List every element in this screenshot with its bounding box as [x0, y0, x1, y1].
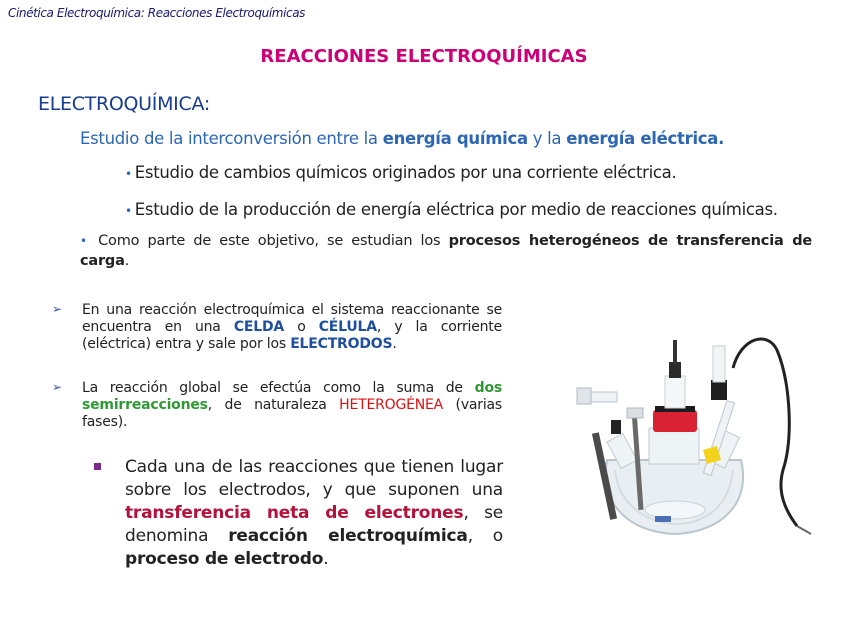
point-semirreacciones	[82, 380, 502, 431]
slide-title: REACCIONES ELECTROQUÍMICAS	[260, 46, 588, 67]
point-text: En una reacción electroquímica el sistema reaccionante se encuentra en una	[82, 302, 502, 335]
point-text: , se denomina	[125, 503, 503, 546]
keyword-transfer: transferencia neta de electrones	[125, 503, 464, 523]
keyword-celda: CELDA	[233, 319, 285, 335]
bullet-text: Estudio de cambios químicos originados por una corriente eléctrica.	[134, 163, 677, 182]
bullet-item	[125, 163, 676, 182]
bullet-text: Estudio de la producción de energía eléctrica por medio de reacciones químicas.	[134, 200, 778, 219]
lead-definition	[80, 129, 724, 148]
note-text-1: Como parte de este objetivo, se estudian los	[89, 233, 449, 249]
slide-header: Cinética Electroquímica: Reacciones Electroquímicas	[8, 6, 306, 20]
point-text: o	[284, 319, 319, 335]
arrow-bullet-icon: ➢	[52, 380, 63, 394]
bullet-dot-icon: •	[125, 204, 132, 218]
lead-energy-electrical: energía eléctrica.	[566, 129, 725, 148]
keyword-reaccion: reacción electroquímica	[228, 526, 468, 546]
lead-text-2: y la	[527, 129, 567, 148]
point-text: La reacción global se efectúa como la suma de	[82, 380, 475, 396]
section-heading: ELECTROQUÍMICA:	[38, 93, 210, 115]
keyword-semirreacciones: dos semirreacciones	[82, 380, 502, 413]
point-text: Cada una de las reacciones que tienen lugar sobre los electrodos, y que suponen una	[125, 457, 503, 500]
square-bullet-icon	[94, 463, 101, 470]
bullet-dot-icon: •	[125, 167, 132, 181]
point-text: , de naturaleza	[207, 397, 340, 413]
note-strong: procesos heterogéneos de transferencia de carga	[80, 233, 813, 269]
keyword-heterogenea: HETEROGÉNEA	[339, 397, 444, 413]
arrow-bullet-icon: ➢	[52, 302, 63, 316]
point-electrode-process	[125, 456, 503, 571]
point-celda	[82, 302, 502, 353]
keyword-electrodos: ELECTRODOS	[290, 336, 393, 352]
point-text: , y la corriente (eléctrica) entra y sale por los	[82, 319, 502, 352]
point-text: (varias fases).	[82, 397, 502, 430]
lead-energy-chemical: energía química	[382, 129, 528, 148]
lead-text-1: Estudio de la interconversión entre la	[80, 129, 383, 148]
objective-note	[80, 231, 812, 271]
point-text: .	[323, 549, 329, 569]
bullet-dot-icon: •	[80, 234, 87, 248]
point-text: .	[392, 336, 397, 352]
keyword-celula: CÉLULA	[318, 319, 377, 335]
bullet-item	[125, 200, 778, 219]
electrochemical-cell-image	[515, 320, 833, 560]
note-text-2: .	[124, 253, 130, 269]
keyword-proceso: proceso de electrodo	[125, 549, 324, 569]
point-text: , o	[467, 526, 503, 546]
